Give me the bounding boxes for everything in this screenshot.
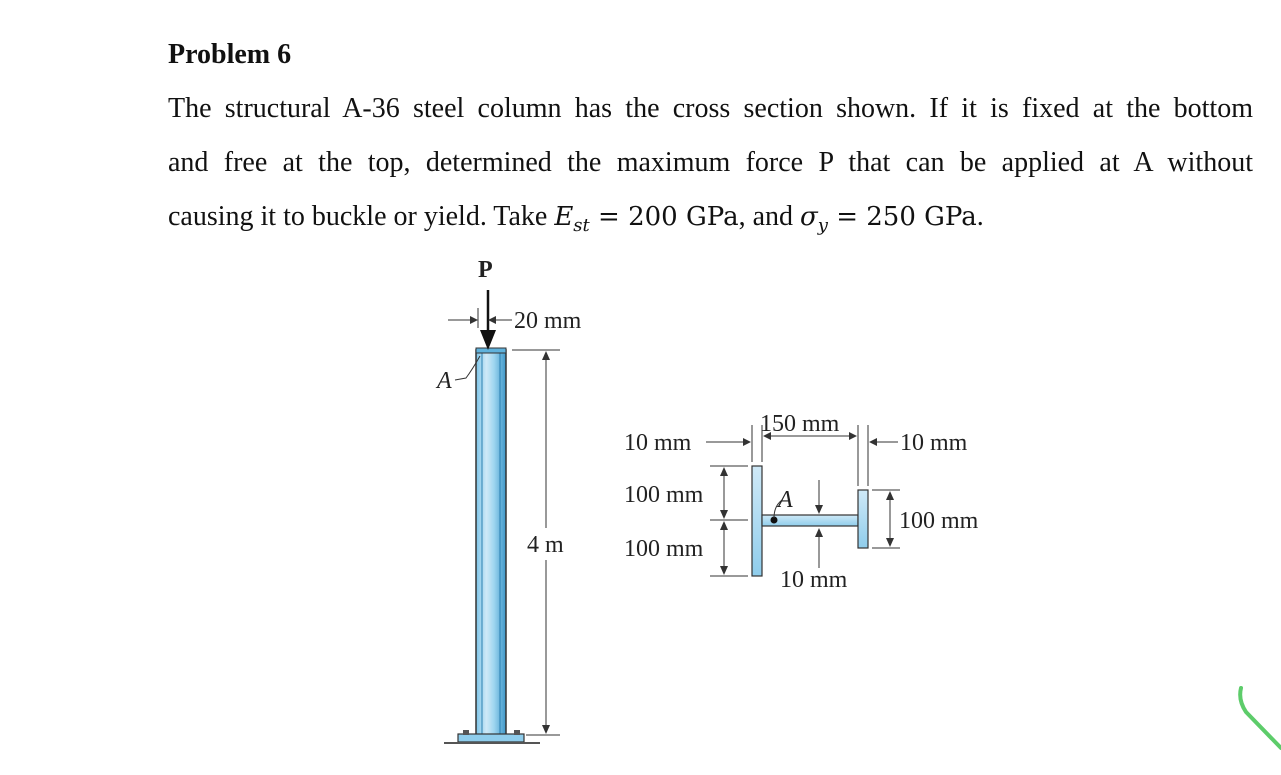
length-label: 4 m — [527, 532, 564, 558]
length-arrowhead-bottom — [542, 725, 550, 734]
column-top-cap — [476, 348, 506, 353]
lower-depth-dimension — [624, 521, 748, 576]
load-label: P — [478, 257, 493, 283]
column-point-a — [435, 356, 480, 394]
section-left-flange — [752, 466, 762, 576]
web-thickness-label: 10 mm — [780, 567, 848, 593]
column — [476, 348, 506, 736]
problem-text-line-1-content: The structural A-36 steel column has the cross section shown. If it is fixed at the bottom — [168, 93, 1253, 124]
load-arrow — [478, 257, 496, 350]
column-point-a-label: A — [437, 368, 452, 394]
section-point-a-label: A — [778, 487, 793, 513]
eccentricity-dimension — [448, 308, 582, 334]
upper-depth-arrowhead-bottom — [720, 510, 728, 519]
line3-prefix: causing it to buckle or yield. Take — [168, 201, 555, 232]
upper-depth-arrowhead-top — [720, 467, 728, 476]
right-depth-arrowhead-top — [886, 491, 894, 500]
right-depth-label: 100 mm — [899, 508, 979, 534]
cross-section — [752, 466, 868, 576]
left-thickness-arrowhead — [743, 438, 751, 446]
eccentricity-label: 20 mm — [514, 308, 582, 334]
length-dimension — [512, 350, 564, 735]
right-thickness-dimension — [869, 430, 968, 456]
eccentricity-arrowhead-left — [470, 316, 478, 324]
base-bolt-left — [463, 730, 469, 735]
problem-title: Problem 6 — [168, 39, 292, 70]
column-shaft — [476, 350, 506, 736]
upper-depth-label: 100 mm — [624, 482, 704, 508]
lower-depth-label: 100 mm — [624, 536, 704, 562]
width-arrowhead-right — [849, 432, 857, 440]
line3-end: . — [976, 201, 984, 232]
modulus-subscript: st — [573, 215, 590, 236]
right-depth-dimension — [872, 490, 979, 548]
left-thickness-label: 10 mm — [624, 430, 692, 456]
problem-text-line-2-content: and free at the top, determined the maximum force P that can be applied at A without — [168, 147, 1253, 178]
web-thickness-arrowhead-top — [815, 505, 823, 514]
section-right-flange — [858, 490, 868, 548]
yield-subscript: y — [817, 215, 828, 236]
right-thickness-label: 10 mm — [900, 430, 968, 456]
web-thickness-arrowhead-bottom — [815, 528, 823, 537]
yield-value: = 250 GPa — [827, 202, 977, 232]
flange-width-dimension — [752, 411, 868, 486]
base-plate-body — [458, 734, 524, 742]
flange-width-label: 150 mm — [760, 411, 840, 437]
base-bolt-right — [514, 730, 520, 735]
green-pen-mark — [1240, 688, 1281, 748]
right-thickness-arrowhead — [869, 438, 877, 446]
load-arrow-head — [480, 330, 496, 350]
right-depth-arrowhead-bottom — [886, 538, 894, 547]
modulus-symbol: E — [554, 202, 574, 232]
lower-depth-arrowhead-top — [720, 521, 728, 530]
length-arrowhead-top — [542, 351, 550, 360]
modulus-value: = 200 GPa — [589, 202, 739, 232]
left-thickness-dimension — [624, 430, 751, 456]
lower-depth-arrowhead-bottom — [720, 566, 728, 575]
upper-depth-dimension — [624, 466, 748, 520]
yield-symbol: σ — [800, 202, 818, 232]
line3-mid: , and — [738, 201, 801, 232]
